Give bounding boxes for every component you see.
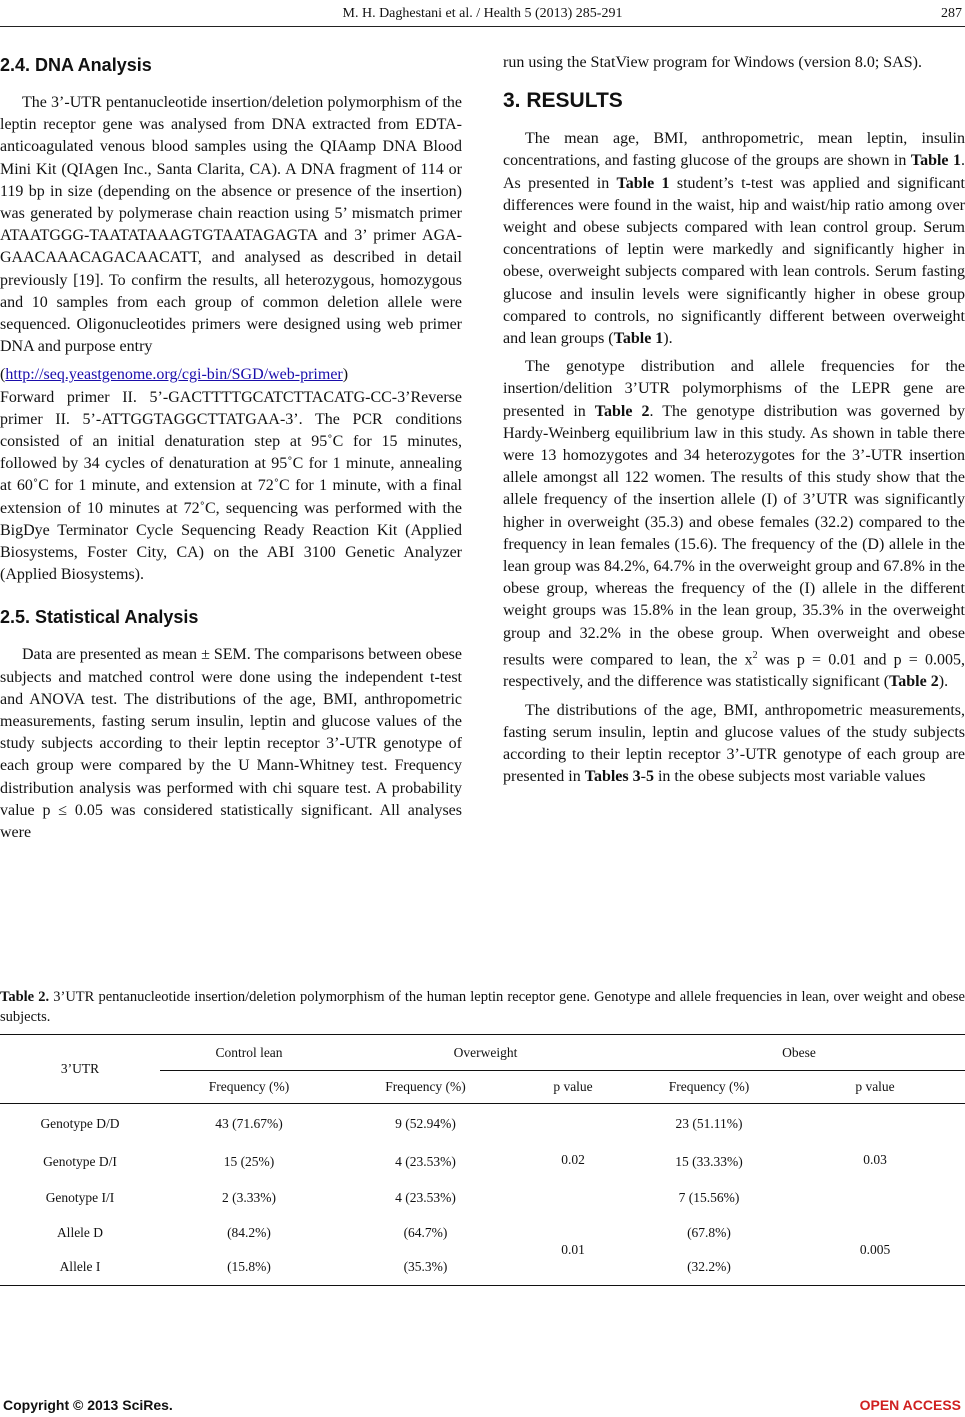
paragraph-continued: run using the StatView program for Windows (version 8.0; SAS). (503, 54, 922, 71)
paragraph-results-2: The genotype distribution and allele frequencies for the insertion/delition 3’UTR polymorphisms of the LEPR gene are presented in Table 2. The genotype distribution was governed by Hardy-Weinberg equilibrium law in this study. As shown in table there were 13 homozygotes and 34 heterozygotes for the 3’-UTR insertion allele amongst all 122 women. The results of this study show that the allele frequency of the insertion allele (I) of 3’UTR was significantly higher in overweight (35.3) and obese females (32.2) compared to the frequency in lean females (15.6). The frequency of the (D) allele in the lean group was 84.2%, 64.7% in the overweight group and 67.8% in the obese group, whereas the frequency of the (I) allele in the different weight groups was 15.8% in the lean group, 35.3% in the overweight group and 32.2% in the obese group. When overweight and obese results were compared to lean, the $x^2$ was p = 0.01 and p = 0.005, respectively, and the difference was statistically significant (Table 2). (503, 358, 965, 691)
paragraph-statistical-analysis: Data are presented as mean ± SEM. The comparisons between obese subjects and matched control were done using the independent t-test and ANOVA test. The distributions of the age, BMI, anthropometric measurements, fasting serum insulin, leptin and glucose values of the study subjects according to their leptin receptor 3’-UTR genotype of each group were compared by the U Mann-Whitney test. Frequency distribution analysis was performed with chi square test. A probability value p ≤ 0.05 was considered statistically significant. All analyses were (0, 646, 462, 842)
subheader-frequency: Frequency (%) (338, 1071, 513, 1104)
paragraph-dna-analysis: The 3’-UTR pentanucleotide insertion/deletion polymorphism of the leptin receptor gene was analysed from DNA extracted from EDTA-anticoagulated venous blood samples using the QIAamp DNA Blood Mini Kit (QIAgen Inc., Santa Clarita, CA). A DNA fragment of 114 or 119 bp in size (depending on the absence or presence of the insertion) was generated by polymerase chain reaction using 5’ mismatch primer ATAATGGG-TAATATAAAGTGTAATAGAGTA and 3’ primer AGA-GAACAAACAGACAACATT, and analysed as described in detail previously [19]. To confirm the results, all heterozygous, homozygous and 10 samples from each group of common deletion allele were sequenced. Oligonucleotides primers were designed using web primer DNA and purpose entry (0, 94, 462, 356)
subheader-p-value: p value (513, 1071, 633, 1104)
paragraph-pcr-conditions: Forward primer II. 5’-GACTTTTGCATCTTACATG-CC-3’Reverse primer II. 5’-ATTGGTAGGCTTATGAA-3’. The PCR conditions consisted of an initial denaturation step at 95˚C for 15 minutes, followed by 34 cycles of denaturation at 95˚C for 1 minute, annealing at 60˚C for 1 minute, and extension at 72˚C for 1 minute, with a final extension of 10 minutes at 72˚C, sequencing was performed with the BigDye Terminator Cycle Sequencing Ready Reaction Kit (Applied Biosystems, Foster City, CA) on the ABI 3100 Genetic Analyzer (Applied Biosystems). (0, 388, 462, 584)
copyright-notice: Copyright © 2013 SciRes. (3, 1397, 173, 1413)
cell-control: 2 (3.33%) (222, 1189, 276, 1205)
subheader-frequency: Frequency (%) (633, 1071, 785, 1104)
cell-overweight: 9 (52.94%) (395, 1115, 456, 1131)
tables-5-reference[interactable]: 5 (645, 768, 654, 786)
cell-overweight: (64.7%) (403, 1224, 448, 1240)
cell-obese: (32.2%) (633, 1250, 785, 1286)
cell-overweight: 4 (23.53%) (395, 1153, 456, 1169)
table-row (0, 1104, 965, 1144)
cell-obese: (67.8%) (687, 1224, 731, 1240)
web-primer-link-line: (http://seq.yeastgenome.org/cgi-bin/SGD/web-primer) (0, 366, 349, 384)
genotype-frequency-table (0, 1034, 965, 1286)
row-label: Genotype D/I (43, 1153, 117, 1169)
table-1-reference[interactable]: Table 1 (910, 152, 961, 170)
row-header-cell: 3’UTR (0, 1035, 160, 1104)
cell-control: 15 (25%) (223, 1153, 275, 1169)
cell-p-genotype-obese: 0.03 (863, 1151, 887, 1167)
table-2-reference[interactable]: Table 2 (594, 402, 650, 420)
row-label: Allele D (56, 1224, 104, 1240)
table-row (0, 1216, 965, 1250)
cell-control: (15.8%) (160, 1250, 338, 1286)
table-caption-label: Table 2. (0, 989, 50, 1005)
row-label: Genotype D/D (40, 1115, 120, 1131)
cell-control: (84.2%) (227, 1224, 271, 1240)
tables-3-reference[interactable]: Tables 3 (584, 768, 641, 786)
table-caption-text: 3’UTR pentanucleotide insertion/deletion polymorphism of the human leptin receptor gene. Genotype and allele frequencies in lean, over weight and obese subjects. (0, 989, 965, 1025)
web-primer-link[interactable]: http://seq.yeastgenome.org/cgi-bin/SGD/web-primer (5, 366, 343, 384)
cell-obese: 15 (33.33%) (675, 1153, 743, 1169)
left-column (0, 52, 462, 850)
paragraph-results-3: The distributions of the age, BMI, anthropometric measurements, fasting serum insulin, leptin and glucose values of the study subjects according to their leptin receptor 3’-UTR genotype of each group are presented in Tables 3-5 in the obese subjects most variable values (503, 701, 965, 786)
open-access-label: OPEN ACCESS (859, 1397, 961, 1413)
section-heading-dna-analysis: 2.4. DNA Analysis (0, 55, 152, 75)
page-number: 287 (941, 6, 962, 21)
header-divider (0, 26, 965, 27)
cell-overweight: 4 (23.53%) (395, 1189, 456, 1205)
cell-p-allele-overweight: 0.01 (513, 1216, 633, 1286)
group-header-overweight: Overweight (338, 1035, 633, 1071)
paragraph-results-1: The mean age, BMI, anthropometric, mean leptin, insulin concentrations, and fasting glucose of the groups are shown in Table 1. As presented in Table 1 student’s t-test was applied and significant differences were found in the waist, hip and waist/hip ratio among over weight and obese subjects compared with lean control group. Serum concentrations of leptin were markedly and significantly higher in obese, overweight subjects compared with lean controls. Serum fasting glucose and insulin levels were significantly higher in obese group compared to controls, no significantly different between overweight and lean groups (Table 1). (503, 130, 965, 348)
row-label: Genotype I/I (45, 1189, 115, 1205)
table-1-reference[interactable]: Table 1 (616, 174, 670, 192)
table-1-reference[interactable]: Table 1 (613, 330, 664, 348)
row-label: Allele I (0, 1250, 160, 1286)
section-heading-statistical-analysis: 2.5. Statistical Analysis (0, 607, 199, 628)
cell-obese: 23 (51.11%) (675, 1115, 743, 1131)
table-caption (0, 987, 965, 1027)
cell-p-allele-obese: 0.005 (785, 1216, 965, 1286)
section-heading-results: 3. RESULTS (503, 89, 623, 113)
running-header (0, 6, 965, 26)
right-column (503, 52, 965, 794)
cell-p-genotype-overweight: 0.02 (561, 1151, 585, 1167)
cell-control: 43 (71.67%) (215, 1115, 283, 1131)
cell-overweight: (35.3%) (338, 1250, 513, 1286)
subheader-frequency: Frequency (%) (160, 1071, 338, 1104)
cell-obese: 7 (15.56%) (678, 1189, 740, 1205)
running-title: M. H. Daghestani et al. / Health 5 (2013) 285-291 (342, 6, 623, 21)
group-header-control: Control lean (160, 1035, 338, 1071)
group-header-obese: Obese (633, 1035, 965, 1071)
subheader-p-value: p value (785, 1071, 965, 1104)
table-2-reference[interactable]: Table 2 (889, 673, 939, 691)
